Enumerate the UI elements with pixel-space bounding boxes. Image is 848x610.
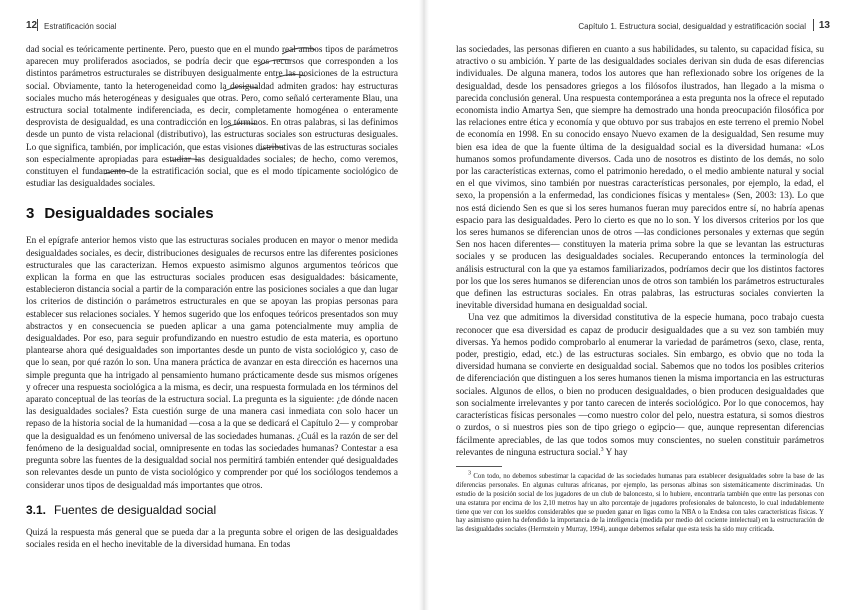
right-page bbox=[428, 0, 848, 610]
section-number: 3 bbox=[26, 205, 35, 223]
footnote-text: Con todo, no debemos subestimar la capacidad de las sociedades humanas para establecer desigualdades sobre la base de las diferencias personales. En algunas culturas africanas, por ejemplo, las personas albinas son sistemáticamente discriminadas. Un estudio de la posición social de los jugadores de un club de baloncesto, si lo hubiere, encontraría también que entre las personas con una estatura por encima de los 2,10 metros hay un alto porcentaje de jugadores profesionales de baloncesto, lo cual indudablemente tiene que ver con los sueldos considerables que se pueden ganar en ligas como la NBA o la Endesa con tales características físicas. Y hay asimismo quien ha defendido la importancia de la inteligencia (medida por medio del cociente intelectual) en la estructuración de las desigualdades sociales (Herrnstein y Murray, 1994), aunque debemos señalar que esta tesis ha sido muy criticada. bbox=[456, 472, 825, 534]
left-page-number: 12 bbox=[26, 20, 38, 31]
section-title: Desigualdades sociales bbox=[44, 205, 214, 223]
footnote bbox=[456, 470, 825, 535]
subsection-title: Fuentes de desigualdad social bbox=[54, 502, 217, 517]
right-header-rule bbox=[813, 19, 814, 31]
footnote-marker: 3 bbox=[468, 470, 471, 477]
right-paragraph-2-body: Una vez que admitimos la diversidad constitutiva de la especie humana, poco trabajo cuesta reconocer que esa diversidad es capaz de producir desigualdades que a su vez son también muy diversas. Ya hemos podido comprobarlo al enumerar la variedad de parámetros (sexo, clase, renta, poder, prestigio, edad, etc.) de las estructuras sociales. Sin embargo, es obvio que no toda la diversidad humana se convierte en desigualdad social. Sabemos que no todos los posibles criterios de diferenciación que distinguen a los seres humanos tienen la misma importancia en las estructuras sociales. Algunos de ellos, o bien no producen desigualdades, o bien producen desigualdades que son socialmente irrelevantes y por tanto carecen de interés sociológico. Por lo que conocemos, hay características físicas personales —como nuestro color del pelo, nuestra estatura, si somos diestros o zurdos, o si nuestros pies son de tipo griego o egipcio— que, aunque representan diferencias fácilmente apreciables, de las que todos somos muy conscientes, no suelen constituir parámetros relevantes de ninguna estructura social. bbox=[456, 312, 824, 457]
section-paragraph: En el epígrafe anterior hemos visto que las estructuras sociales producen en mayor o menor medida desigualdades sociales, es decir, distribuciones desiguales de recursos entre las diferentes posiciones estructurales que las caracterizan. Hemos expuesto asimismo algunos argumentos teóricos que explican la forma en que las estructuras sociales producen esas desigualdades: básicamente, establecieron distancia social a partir de la comparación entre las posiciones sociales a que dan lugar los criterios de distinción o parámetros estructurales en que se apoyan las propias personas para establecer sus relaciones sociales. Y hemos sugerido que los enfoques teóricos presentados son muy abstractos y en consecuencia se pueden aplicar a una gama potencialmente muy amplia de desigualdades. Por eso, para seguir profundizando en nuestro estudio de esta materia, es oportuno plantearse ahora qué desigualdades son importantes desde un punto de vista sociológico y, caso de que lo sean, por qué razón lo son. Una manera práctica de avanzar en esta dirección es hacernos una simple pregunta que ha intrigado al pensamiento humano prácticamente desde sus mismos orígenes y ofrecer una respuesta sociológica a la misma, es decir, una respuesta formulada en los términos del aparato conceptual de las teorías de la estructura social. La pregunta es la siguiente: ¿de dónde nacen las desigualdades sociales? Esta cuestión surge de una manera casi inmediata con solo hacer un repaso de la historia social de la humanidad —cosa a la que se dedicará el Capítulo 2— y comprobar que la desigualdad es un fenómeno universal de las sociedades humanas. ¿Cuál es la razón de ser del fenómeno de la desigualdad social, omnipresente en todas las sociedades humanas? Contestar a esa pregunta sobre las fuentes de la desigualdad social nos permitirá también entender qué desigualdades son relevantes desde un punto de vista sociológico y comprender por qué los sociólogos tendemos a considerar unos tipos de desigualdad más importantes que otros. bbox=[26, 235, 398, 490]
right-running-title: Capítulo 1. Estructura social, desigualdad y estratificación social bbox=[578, 22, 806, 31]
left-header-rule bbox=[37, 19, 38, 31]
right-page-number: 13 bbox=[818, 20, 830, 31]
right-paragraph-2-tail: Y hay bbox=[603, 446, 628, 457]
section-heading bbox=[26, 205, 398, 222]
subsection-paragraph: Quizá la respuesta más general que se pueda dar a la pregunta sobre el origen de las desigualdades sociales resida en el hecho inevitable de la diversidad humana. En todas bbox=[26, 526, 398, 549]
subsection-heading bbox=[26, 503, 398, 517]
intro-paragraph: dad social es teóricamente pertinente. Pero, puesto que en el mundo real ambos tipos de parámetros aparecen muy proliferados asociados, se podría decir que esos recursos que corresponden a los distintos parámetros estructurales se distribuyen desigualmente entre las posiciones de la estructura social. Obviamente, tanto la heterogeneidad como la desigualdad admiten grados: hay estructuras sociales mucho más heterogéneas y desiguales que otras. Pero, como señaló certeramente Blau, una estructura social totalmente indiferenciada, es decir, completamente homogénea o enteramente desprovista de desigualdad, es una contradicción en los términos. En otras palabras, si las definimos desde un punto de vista relacional (distributivo), las estructuras sociales son estructuras desiguales. Lo que significa, también, por implicación, que estas visiones distributivas de las estructuras sociales son especialmente apropiadas para estudiar las desigualdades sociales; de hecho, como veremos, constituyen el fundamento de la estratificación social, que es el modo típicamente sociológico de estudiar las desigualdades sociales. bbox=[26, 44, 398, 189]
right-paragraph-2 bbox=[456, 311, 824, 457]
right-paragraph-1: las sociedades, las personas difieren en cuanto a sus habilidades, su talento, su capacidad física, su atractivo o su ambición. Y parte de las desigualdades sociales derivan sin duda de esas diferencias individuales. De alguna manera, todos los autores que han reflexionado sobre los orígenes de la desigualdad, desde los pensadores griegos a los filósofos ilustrados, han llegado a la misma o parecida conclusión general. Una respuesta contemporánea a esta pregunta nos la ofrece el reputado economista indio Amartya Sen, que siempre ha demostrado una honda preocupación filosófica por las relaciones entre ética y economía y que obtuvo por sus trabajos en este terreno el premio Nobel de economía en 1998. En su conocido ensayo Nuevo examen de la desigualdad, Sen resume muy bien esa idea de que la fuente última de la desigualdad social es la diversidad humana: «Los humanos somos profundamente diversos. Cada uno de nosotros es distinto de los demás, no solo por las características externas, como el patrimonio heredado, o el medio ambiente natural y social en el que vivimos, sino también por nuestras características personales, por ejemplo, la edad, el sexo, la propensión a la enfermedad, las condiciones físicas y mentales» (Sen, 2003: 13). Lo que nos está diciendo Sen es que si los seres humanos fueran muy parecidos entre sí, no habría apenas espacio para las desigualdades. Pero lo cierto es que no lo son. Y los diversos criterios por los que los seres humanos se diferencian unos de otros —las condiciones personales y externas que según Sen nos hacen diferentes— constituyen la materia prima sobre la que se levantan las estructuras sociales y se producen las desigualdades sociales. Recuperando entonces la terminología del análisis estructural con la que ya estamos familiarizados, podríamos decir que los distintos factores por los que los seres humanos se diferencian unos de otros son también los parámetros estructurales que definen las estructuras sociales. En otras palabras, las estructuras sociales convierten la inevitable diversidad humana en desigualdad social. bbox=[456, 44, 824, 311]
left-text-column bbox=[26, 43, 398, 550]
subsection-number: 3.1. bbox=[26, 502, 47, 517]
left-running-title: Estratificación social bbox=[44, 22, 117, 31]
right-text-column bbox=[456, 43, 824, 535]
left-page bbox=[0, 0, 420, 610]
footnote-rule bbox=[456, 466, 502, 467]
footnote-reference: 3 bbox=[600, 446, 604, 453]
